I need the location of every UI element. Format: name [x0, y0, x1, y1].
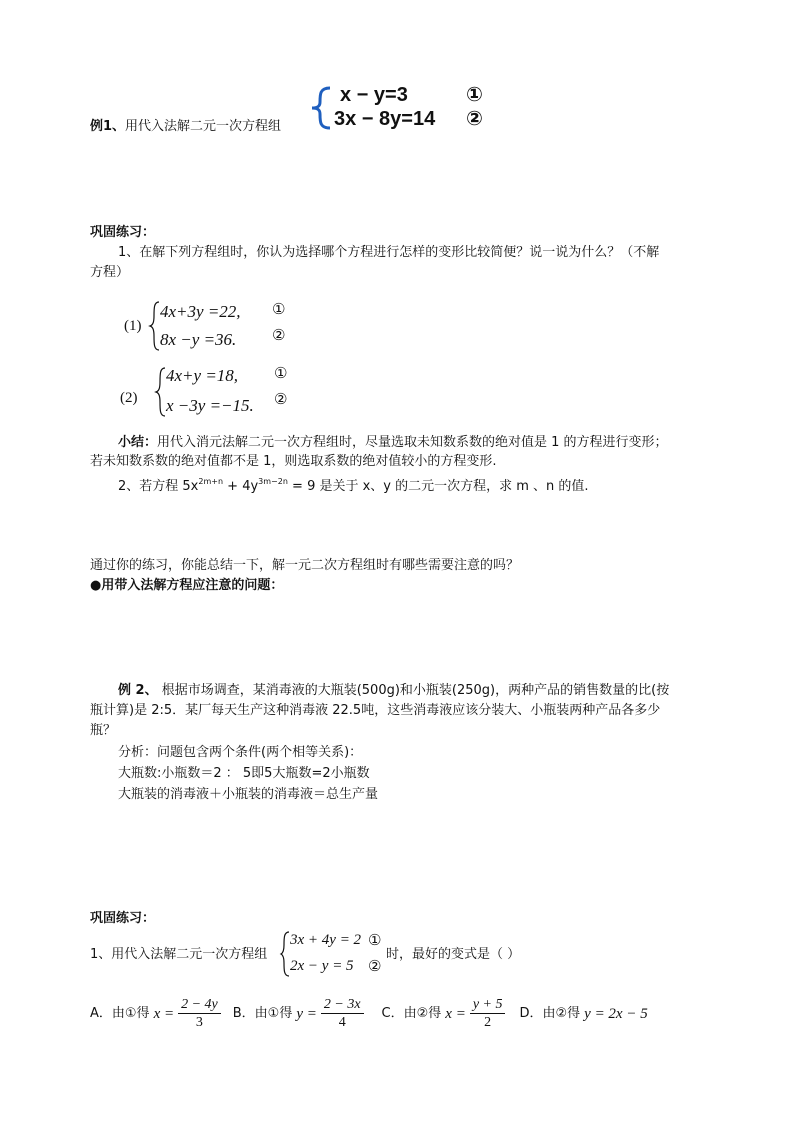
- example-1-text: 用代入法解二元一次方程组: [125, 119, 282, 134]
- option-b-denominator: 4: [338, 1015, 346, 1030]
- example-1-label: 例1、: [90, 119, 126, 134]
- example-2-text-1: 根据市场调查，某消毒液的大瓶装(500g)和小瓶装(250g)，两种产品的销售数量的比(按: [157, 683, 670, 698]
- summary-line-2: 若未知数系数的绝对值都不是 1，则选取系数的绝对值较小的方程变形.: [90, 454, 497, 469]
- option-b-fraction: [321, 996, 364, 1031]
- bullet-icon: ●: [90, 578, 102, 593]
- system-2-label: (2): [120, 390, 138, 406]
- practice-2-equation-1: 3x + 4y = 2: [290, 932, 362, 948]
- option-c-variable: x =: [445, 1005, 466, 1022]
- practice-1-heading: 巩固练习：: [90, 225, 156, 240]
- system-1-equation-1: 4x+3y =22,: [160, 302, 241, 321]
- system-1-label: (1): [124, 318, 142, 334]
- analysis-text: 分析：问题包含两个条件(两个相等关系)：: [118, 745, 363, 760]
- option-b-numerator: 2 − 3x: [321, 996, 364, 1014]
- option-d-expression: y = 2x − 5: [584, 1005, 648, 1022]
- option-a-variable: x =: [153, 1005, 175, 1022]
- practice-1-question-line-2: 方程）: [90, 265, 130, 280]
- reflection-note-text: 用带入法解方程应注意的问题：: [101, 578, 284, 593]
- summary-text-1: 用代入消元法解二元一次方程组时，尽量选取未知数系数的绝对值是 1 的方程进行变形；: [157, 435, 668, 450]
- question-2-part-a: 2、若方程 5x: [118, 479, 199, 494]
- example-2-line-3: 瓶？: [90, 723, 117, 738]
- option-c-denominator: 2: [484, 1015, 492, 1030]
- system-2-equation-1: 4x+y =18,: [166, 366, 239, 385]
- option-c-fraction: [470, 996, 506, 1031]
- system-1-mark-1: ①: [272, 300, 286, 318]
- example-1-equation-1: x − y=3: [340, 84, 408, 106]
- practice-1-question-line-1: 1、在解下列方程组时，你认为选择哪个方程进行怎样的变形比较简便？说一说为什么？（不解: [118, 245, 660, 260]
- system-2-mark-2: ②: [274, 390, 288, 408]
- system-2-mark-1: ①: [274, 364, 288, 382]
- question-2-part-c: = 9 是关于 x、y 的二元一次方程，求 m 、n 的值.: [287, 479, 589, 494]
- summary-label: 小结：: [118, 435, 158, 450]
- example-2-line-2: 瓶计算)是 2:5．某厂每天生产这种消毒液 22.5吨，这些消毒液应该分装大、小瓶装两种产品各多少: [90, 703, 661, 718]
- example-1-mark-2: ②: [466, 108, 483, 130]
- summary-line-1: [118, 434, 668, 452]
- practice-2-heading: 巩固练习：: [90, 911, 156, 926]
- option-a-label: A．由①得: [90, 1005, 150, 1021]
- option-a-denominator: 3: [195, 1015, 203, 1030]
- relation-1: 大瓶数:小瓶数＝2 ： 5即5大瓶数=2小瓶数: [118, 766, 370, 781]
- relation-2: 大瓶装的消毒液＋小瓶装的消毒液＝总生产量: [118, 787, 379, 802]
- reflection-note: [90, 577, 283, 595]
- example-1-prompt: [90, 118, 281, 136]
- question-2-part-b: + 4y: [223, 479, 259, 494]
- practice-2-equation-2: 2x − y = 5: [290, 958, 354, 974]
- system-2-equation-2: x −3y =−15.: [166, 396, 254, 415]
- option-b-label: B．由①得: [232, 1005, 293, 1021]
- example-2-label: 例 2、: [118, 683, 158, 698]
- option-c-numerator: y + 5: [470, 996, 506, 1014]
- system-1-mark-2: ②: [272, 326, 286, 344]
- answer-options: [90, 996, 648, 1031]
- option-c-label: C．由②得: [381, 1005, 442, 1021]
- question-2-exponent-2: 3m−2n: [258, 477, 288, 486]
- example-2-line-1: [118, 682, 669, 700]
- question-2-exponent-1: 2m+n: [198, 477, 224, 486]
- practice-2-mark-2: ②: [368, 957, 382, 975]
- option-a-numerator: 2 − 4y: [178, 996, 221, 1014]
- option-d-label: D．由②得: [519, 1005, 581, 1021]
- reflection-question: 通过你的练习，你能总结一下，解一元二次方程组时有哪些需要注意的吗？: [90, 558, 520, 573]
- practice-2-mark-1: ①: [368, 931, 382, 949]
- example-1-equation-2: 3x − 8y=14: [334, 108, 436, 130]
- example-1-mark-1: ①: [466, 84, 483, 106]
- practice-1-question-2: [118, 473, 589, 496]
- example-1-brace-icon: [306, 84, 336, 132]
- system-1-equation-2: 8x −y =36.: [160, 330, 237, 349]
- option-b-variable: y =: [296, 1005, 317, 1022]
- practice-2-question-prefix: 1、用代入法解二元一次方程组: [90, 947, 268, 962]
- option-a-fraction: [178, 996, 221, 1031]
- practice-2-question-suffix: 时，最好的变式是（ ）: [386, 947, 521, 962]
